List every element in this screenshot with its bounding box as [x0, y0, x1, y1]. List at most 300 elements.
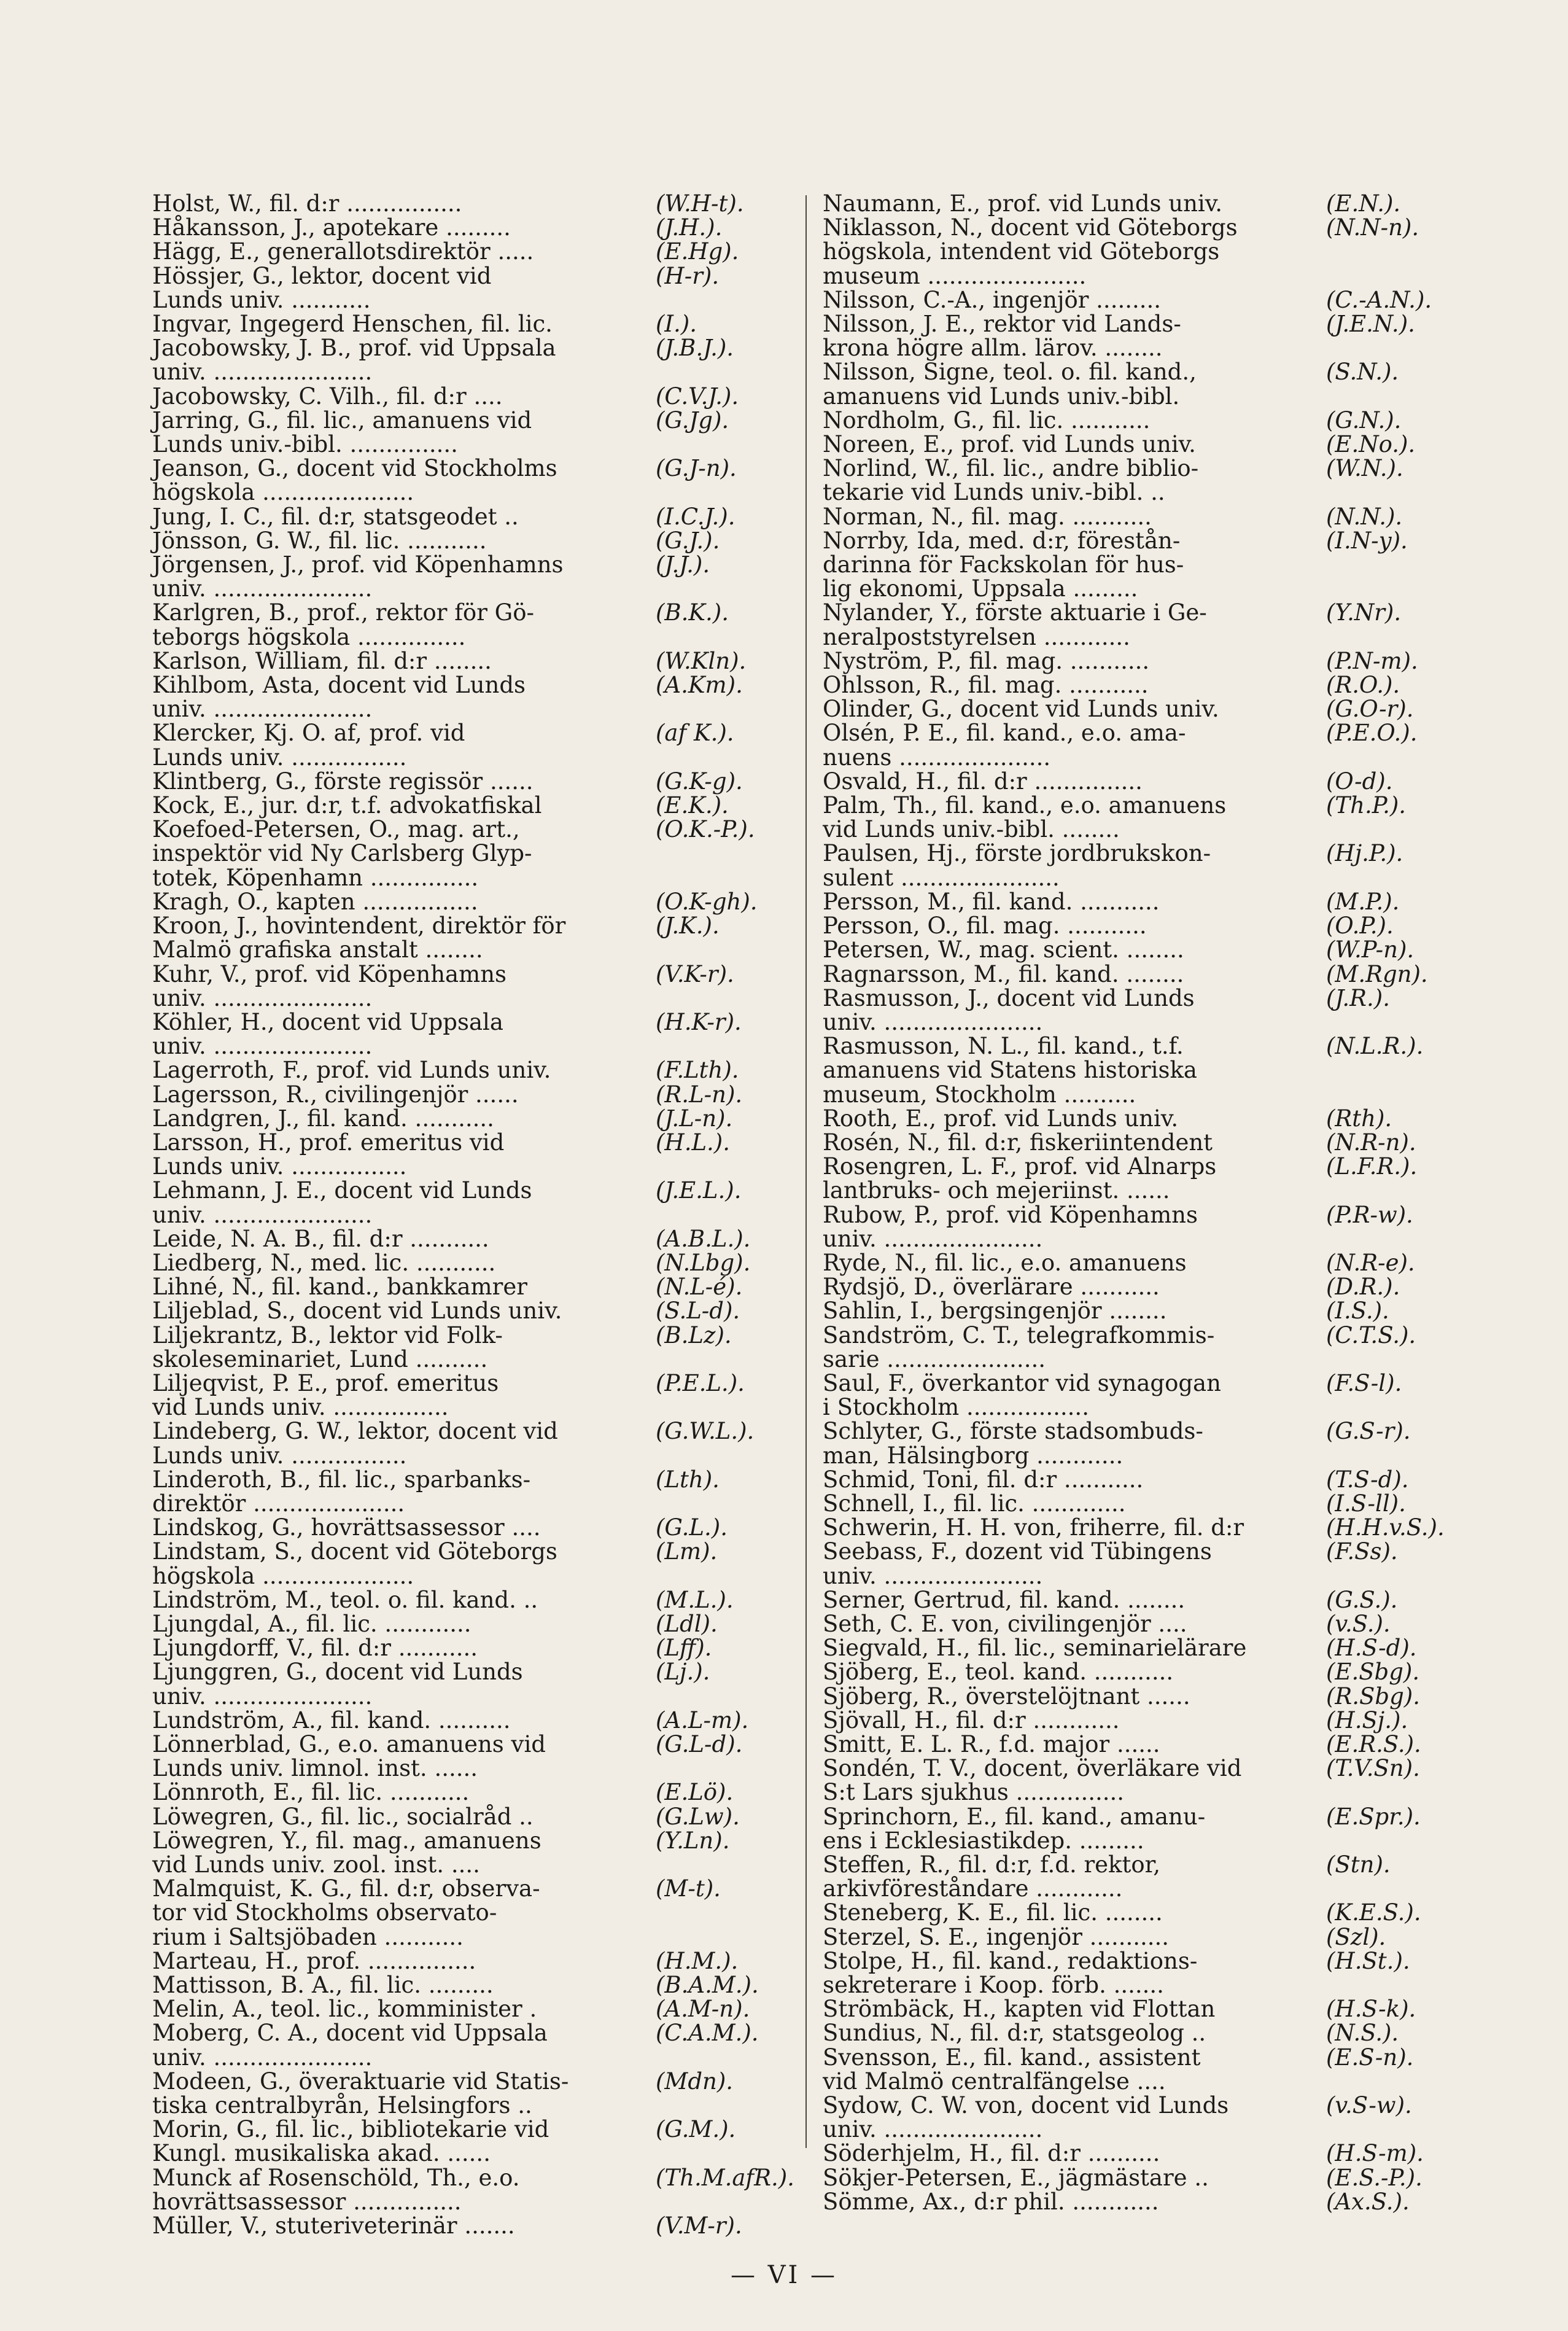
entry-line: Malmquist, K. G., fil. d:r, observa- [152, 1875, 540, 1902]
entry-text [823, 1251, 1308, 1275]
entry-text [823, 673, 1308, 697]
entry-abbreviation: (R.O.). [1326, 672, 1400, 699]
right-entry [823, 1154, 1437, 1202]
entry-abbreviation: (Lth). [656, 1466, 720, 1493]
entry-line: lantbruks- och mejeriinst. ...... [823, 1177, 1170, 1204]
entry-line: vid Lunds univ. ................ [152, 1394, 449, 1421]
entry-line: Mattisson, B. A., fil. lic. ......... [152, 1972, 494, 1999]
page-number: — VI — [730, 2261, 838, 2289]
left-entry [152, 2021, 766, 2069]
entry-line: Lunds univ. ................ [152, 744, 407, 771]
entry-line: Karlson, William, fil. d:r ........ [152, 647, 492, 674]
entry-abbreviation: (G.J-n). [656, 455, 737, 482]
entry-line: tor vid Stockholms observato- [152, 1899, 497, 1926]
entry-abbreviation: (H.L.). [656, 1129, 730, 1156]
entry-text [152, 914, 637, 962]
entry-text [152, 1251, 637, 1275]
right-entry [823, 649, 1437, 673]
entry-text [152, 1516, 637, 1539]
entry-line: Paulsen, Hj., förste jordbrukskon- [823, 840, 1211, 867]
entry-abbreviation: (G.O-r). [1326, 696, 1414, 723]
entry-text [823, 697, 1308, 721]
entry-text [823, 2093, 1308, 2141]
entry-line: Olinder, G., docent vid Lunds univ. [823, 696, 1219, 723]
entry-line: Olsén, P. E., fil. kand., e.o. ama- [823, 720, 1186, 747]
entry-line: Morin, G., fil. lic., bibliotekarie vid [152, 2116, 549, 2143]
entry-text [152, 1973, 637, 1997]
entry-text [152, 239, 637, 263]
entry-abbreviation: (C.T.S.). [1326, 1321, 1416, 1348]
entry-line: univ. ...................... [152, 984, 373, 1011]
entry-line: museum, Stockholm .......... [823, 1081, 1136, 1108]
entry-line: Norlind, W., fil. lic., andre biblio- [823, 455, 1199, 482]
entry-text [823, 432, 1308, 456]
right-entry [823, 216, 1437, 288]
entry-line: högskola ..................... [152, 479, 414, 506]
column-divider [805, 195, 807, 2148]
left-column [152, 190, 794, 2240]
entry-abbreviation: (G.S.). [1326, 1586, 1398, 1613]
entry-text [823, 2045, 1308, 2093]
entry-line: Nyström, P., fil. mag. ........... [823, 647, 1150, 674]
left-entry [152, 1732, 766, 1780]
left-entry [152, 1829, 766, 1877]
right-entry [823, 1275, 1437, 1299]
entry-line: Palm, Th., fil. kand., e.o. amanuens [823, 792, 1227, 819]
entry-text [823, 1203, 1308, 1251]
entry-line: Schlyter, G., förste stadsombuds- [823, 1418, 1203, 1445]
entry-line: Söderhjelm, H., fil. d:r .......... [823, 2140, 1160, 2167]
entry-line: Lundström, A., fil. kand. .......... [152, 1706, 511, 1734]
entry-text [152, 1468, 637, 1516]
entry-text [152, 1636, 637, 1660]
entry-abbreviation: (H.S-d). [1326, 1635, 1417, 1662]
entry-abbreviation: (T.V.Sn). [1326, 1755, 1420, 1782]
entry-abbreviation: (J.R.). [1326, 984, 1390, 1011]
entry-abbreviation: (G.K-g). [656, 768, 743, 795]
entry-line: Rosengren, L. F., prof. vid Alnarps [823, 1153, 1217, 1180]
entry-line: Jacobowsky, C. Vilh., fil. d:r .... [152, 383, 503, 410]
right-entry [823, 192, 1437, 216]
entry-line: arkivföreståndare ............ [823, 1875, 1123, 1902]
entry-abbreviation: (W.P-n). [1326, 936, 1415, 963]
entry-text [823, 2141, 1308, 2165]
entry-line: rium i Saltsjöbaden ........... [152, 1923, 464, 1950]
entry-abbreviation: (E.K.). [656, 792, 729, 819]
entry-line: Jarring, G., fil. lic., amanuens vid [152, 407, 532, 434]
entry-line: skoleseminariet, Lund .......... [152, 1345, 488, 1372]
entry-abbreviation: (J.E.N.). [1326, 311, 1415, 338]
entry-line: högskola ..................... [152, 1562, 414, 1589]
entry-text [823, 1732, 1308, 1756]
left-entry [152, 264, 766, 312]
entry-line: vid Lunds univ.-bibl. ........ [823, 816, 1120, 843]
entry-abbreviation: (E.Hg). [656, 238, 739, 265]
entry-line: univ. ...................... [152, 575, 373, 602]
entry-text [823, 1660, 1308, 1684]
entry-text [152, 601, 637, 648]
entry-line: Saul, F., överkantor vid synagogan [823, 1369, 1221, 1396]
entry-text [823, 793, 1308, 841]
entry-text [823, 192, 1308, 216]
left-entry [152, 384, 766, 408]
entry-line: direktör ..................... [152, 1490, 405, 1517]
entry-line: Jeanson, G., docent vid Stockholms [152, 455, 557, 482]
right-entry [823, 456, 1437, 504]
entry-line: Nilsson, J. E., rektor vid Lands- [823, 311, 1181, 338]
entry-text [823, 1949, 1308, 1997]
entry-line: högskola, intendent vid Göteborgs [823, 238, 1220, 265]
entry-line: Håkansson, J., apotekare ......... [152, 214, 511, 241]
entry-abbreviation: (Stn). [1326, 1851, 1391, 1878]
right-entry [823, 2045, 1437, 2093]
right-entry [823, 1203, 1437, 1251]
entry-line: Melin, A., teol. lic., komminister . [152, 1996, 537, 2023]
entry-text [152, 216, 637, 239]
left-entry [152, 1468, 766, 1516]
entry-abbreviation: (L.F.R.). [1326, 1153, 1418, 1180]
entry-abbreviation: (G.J.). [656, 527, 720, 554]
entry-text [823, 1925, 1308, 1949]
left-entry [152, 769, 766, 793]
entry-line: Sjöberg, E., teol. kand. ........... [823, 1659, 1174, 1686]
right-entry [823, 1805, 1437, 1853]
entry-line: Lindström, M., teol. o. fil. kand. .. [152, 1586, 538, 1613]
entry-text [823, 2190, 1308, 2214]
entry-line: Stolpe, H., fil. kand., redaktions- [823, 1947, 1198, 1974]
left-entry [152, 1516, 766, 1539]
entry-line: Lunds univ. limnol. inst. ...... [152, 1755, 478, 1782]
left-entry [152, 2069, 766, 2117]
entry-text [152, 1323, 637, 1371]
left-entry [152, 336, 766, 384]
entry-line: Naumann, E., prof. vid Lunds univ. [823, 190, 1223, 217]
entry-text [152, 456, 637, 504]
entry-line: teborgs högskola ............... [152, 623, 466, 650]
entry-text [152, 2214, 637, 2238]
entry-line: lig ekonomi, Uppsala ......... [823, 575, 1138, 602]
entry-line: Hägg, E., generallotsdirektör ..... [152, 238, 534, 265]
entry-line: Ljunggren, G., docent vid Lunds [152, 1659, 523, 1686]
right-entry [823, 1853, 1437, 1901]
entry-abbreviation: (H.K-r). [656, 1008, 742, 1035]
right-entry [823, 1539, 1437, 1587]
entry-abbreviation: (I.C.J.). [656, 503, 735, 530]
left-entry [152, 312, 766, 336]
entry-text [152, 1539, 637, 1587]
entry-text [823, 841, 1308, 889]
right-entry [823, 2093, 1437, 2141]
entry-line: Svensson, E., fil. kand., assistent [823, 2044, 1201, 2071]
entry-abbreviation: (G.L-d). [656, 1731, 743, 1757]
entry-abbreviation: (J.J.). [656, 551, 710, 578]
left-entry [152, 1251, 766, 1275]
left-entry [152, 817, 766, 890]
entry-line: Nylander, Y., förste aktuarie i Ge- [823, 599, 1207, 626]
left-entry [152, 1083, 766, 1107]
entry-abbreviation: (C.V.J.). [656, 383, 739, 410]
entry-text [823, 1708, 1308, 1732]
entry-line: Löwegren, Y., fil. mag., amanuens [152, 1827, 541, 1854]
left-entry [152, 1805, 766, 1829]
entry-abbreviation: (J.H.). [656, 214, 723, 241]
left-entry [152, 793, 766, 817]
right-entry [823, 360, 1437, 408]
entry-line: Sjöberg, R., överstelöjtnant ...... [823, 1683, 1190, 1710]
entry-abbreviation: (R.L-n). [656, 1081, 743, 1108]
entry-line: Nordholm, G., fil. lic. ........... [823, 407, 1151, 434]
right-entry [823, 1925, 1437, 1949]
entry-line: tiska centralbyrån, Helsingfors .. [152, 2092, 532, 2119]
entry-abbreviation: (N.R-n). [1326, 1129, 1416, 1156]
entry-abbreviation: (N.L-é). [656, 1274, 743, 1301]
entry-line: Niklasson, N., docent vid Göteborgs [823, 214, 1238, 241]
entry-text [823, 288, 1308, 312]
entry-text [152, 1997, 637, 2021]
left-entry [152, 553, 766, 601]
entry-line: sekreterare i Koop. förb. ....... [823, 1972, 1164, 1999]
entry-abbreviation: (Th.P.). [1326, 792, 1407, 819]
entry-line: Lagerroth, F., prof. vid Lunds univ. [152, 1057, 551, 1084]
entry-abbreviation: (N.N.). [1326, 503, 1403, 530]
entry-text [152, 2021, 637, 2069]
entry-abbreviation: (Rth). [1326, 1105, 1392, 1132]
entry-abbreviation: (N.N-n). [1326, 214, 1419, 241]
right-entry [823, 1612, 1437, 1636]
right-entry [823, 1468, 1437, 1492]
entry-text [152, 336, 637, 384]
entry-text [823, 529, 1308, 601]
entry-line: S:t Lars sjukhus ............... [823, 1779, 1125, 1806]
entry-line: Rasmusson, J., docent vid Lunds [823, 984, 1195, 1011]
entry-line: Lönnroth, E., fil. lic. ........... [152, 1779, 470, 1806]
entry-line: Steffen, R., fil. d:r, f.d. rektor, [823, 1851, 1160, 1878]
entry-line: Sahlin, I., bergsingenjör ........ [823, 1298, 1167, 1325]
left-entry [152, 1275, 766, 1299]
entry-line: Kragh, O., kapten ................ [152, 888, 478, 915]
entry-abbreviation: (P.E.L.). [656, 1369, 745, 1396]
left-entry [152, 1636, 766, 1660]
entry-abbreviation: (H.M.). [656, 1947, 739, 1974]
left-entry [152, 890, 766, 914]
entry-line: Löwegren, G., fil. lic., socialråd .. [152, 1803, 534, 1830]
right-entry [823, 1323, 1437, 1371]
entry-line: Norman, N., fil. mag. ........... [823, 503, 1152, 530]
entry-text [152, 1010, 637, 1058]
entry-abbreviation: (v.S-w). [1326, 2092, 1412, 2119]
left-entry [152, 505, 766, 529]
entry-text [152, 1275, 637, 1299]
entry-line: Liljekrantz, B., lektor vid Folk- [152, 1321, 503, 1348]
entry-line: univ. ...................... [152, 1683, 373, 1710]
entry-abbreviation: (M.Rgn). [1326, 960, 1428, 987]
entry-abbreviation: (A.M-n). [656, 1996, 750, 2023]
entry-text [152, 312, 637, 336]
entry-line: Jung, I. C., fil. d:r, statsgeodet .. [152, 503, 519, 530]
entry-line: amanuens vid Lunds univ.-bibl. [823, 383, 1180, 410]
entry-line: hovrättsassessor ............... [152, 2188, 462, 2215]
right-entry [823, 2190, 1437, 2214]
entry-line: Persson, M., fil. kand. ........... [823, 888, 1160, 915]
right-entry [823, 529, 1437, 601]
entry-line: Sömme, Ax., d:r phil. ............ [823, 2188, 1159, 2215]
entry-text [152, 1178, 637, 1226]
entry-abbreviation: (E.Spr.). [1326, 1803, 1421, 1830]
entry-text [823, 2166, 1308, 2190]
entry-line: Modeen, G., överaktuarie vid Statis- [152, 2068, 569, 2095]
entry-line: Müller, V., stuteriveterinär ....... [152, 2212, 515, 2240]
entry-line: univ. ...................... [823, 1225, 1043, 1252]
entry-abbreviation: (H.S-m). [1326, 2140, 1424, 2167]
left-entry [152, 2164, 794, 2215]
entry-line: Sydow, C. W. von, docent vid Lunds [823, 2092, 1229, 2119]
entry-abbreviation: (Mdn). [656, 2068, 734, 2095]
entry-line: Moberg, C. A., docent vid Uppsala [152, 2020, 548, 2047]
entry-abbreviation: (N.L.R.). [1326, 1033, 1424, 1060]
entry-abbreviation: (F.Lth). [656, 1057, 739, 1084]
left-entry [152, 1973, 766, 1997]
entry-line: univ. ...................... [152, 1033, 373, 1060]
entry-text [823, 1299, 1308, 1323]
entry-text [152, 962, 637, 1010]
entry-abbreviation: (Th.M.afR.). [656, 2164, 794, 2191]
entry-line: Kroon, J., hovintendent, direktör för [152, 913, 566, 940]
entry-text [823, 505, 1308, 529]
entry-text [823, 1853, 1308, 1901]
right-entry [823, 721, 1437, 769]
entry-text [823, 1516, 1308, 1539]
entry-abbreviation: (O.K.-P.). [656, 816, 755, 843]
entry-abbreviation: (G.L.). [656, 1514, 728, 1541]
right-entry [823, 769, 1437, 793]
entry-line: nuens ..................... [823, 744, 1051, 771]
entry-line: Liedberg, N., med. lic. ........... [152, 1249, 496, 1276]
entry-line: Rosén, N., fil. d:r, fiskeriintendent [823, 1129, 1213, 1156]
right-entry [823, 2141, 1437, 2165]
right-entry [823, 432, 1437, 456]
entry-line: univ. ...................... [152, 2044, 373, 2071]
entry-abbreviation: (A.Km). [656, 672, 743, 699]
right-entry [823, 962, 1437, 986]
entry-text [152, 1877, 637, 1949]
entry-line: Lönnerblad, G., e.o. amanuens vid [152, 1731, 546, 1757]
entry-text [152, 384, 637, 408]
entry-text [152, 793, 637, 817]
entry-line: Schmid, Toni, fil. d:r ........... [823, 1466, 1144, 1493]
entry-text [823, 1901, 1308, 1924]
entry-abbreviation: (W.H-t). [656, 190, 744, 217]
entry-line: Köhler, H., docent vid Uppsala [152, 1008, 503, 1035]
entry-line: Klercker, Kj. O. af, prof. vid [152, 720, 465, 747]
entry-abbreviation: (A.B.L.). [656, 1225, 751, 1252]
entry-abbreviation: (G.S-r). [1326, 1418, 1411, 1445]
right-entry [823, 1371, 1437, 1419]
left-entry [152, 649, 766, 673]
entry-text [823, 1275, 1308, 1299]
entry-line: Lunds univ. ................ [152, 1153, 407, 1180]
entry-line: totek, Köpenhamn ............... [152, 864, 479, 891]
entry-text [823, 962, 1308, 986]
left-entry [152, 1130, 766, 1178]
entry-line: neralpoststyrelsen ............ [823, 623, 1130, 650]
entry-line: Lunds univ. ........... [152, 286, 371, 313]
entry-abbreviation: (B.K.). [656, 599, 729, 626]
entry-abbreviation: (Hj.P.). [1326, 840, 1403, 867]
entry-line: Rydsjö, D., överlärare ........... [823, 1274, 1160, 1301]
left-entry [152, 239, 766, 263]
right-entry [823, 1588, 1437, 1612]
entry-abbreviation: (A.L-m). [656, 1706, 749, 1734]
entry-line: amanuens vid Statens historiska [823, 1057, 1197, 1084]
entry-abbreviation: (I.S-ll). [1326, 1490, 1406, 1517]
left-entry [152, 456, 766, 504]
entry-text [823, 1034, 1308, 1107]
entry-abbreviation: (J.L-n). [656, 1105, 733, 1132]
entry-text [823, 1684, 1308, 1708]
entry-line: Lindstam, S., docent vid Göteborgs [152, 1538, 557, 1565]
left-entry [152, 962, 766, 1010]
left-entry [152, 1107, 766, 1130]
entry-text [152, 1419, 637, 1467]
entry-text [152, 1612, 637, 1636]
entry-abbreviation: (H.Sj.). [1326, 1706, 1408, 1734]
entry-line: Ljungdorff, V., fil. d:r ........... [152, 1635, 478, 1662]
entry-abbreviation: (D.R.). [1326, 1274, 1400, 1301]
entry-line: Ingvar, Ingegerd Henschen, fil. lic. [152, 311, 553, 338]
entry-line: krona högre allm. lärov. ........ [823, 335, 1163, 362]
entry-abbreviation: (E.Sbg). [1326, 1659, 1420, 1686]
entry-text [152, 1780, 637, 1804]
entry-abbreviation: (J.K.). [656, 913, 720, 940]
entry-text [823, 216, 1308, 288]
entry-line: museum ...................... [823, 262, 1087, 289]
entry-line: Kungl. musikaliska akad. ...... [152, 2140, 491, 2167]
left-entry [152, 2117, 766, 2165]
right-entry [823, 2166, 1437, 2190]
entry-line: Marteau, H., prof. ............... [152, 1947, 476, 1974]
entry-abbreviation: (V.M-r). [656, 2212, 742, 2240]
entry-line: man, Hälsingborg ............ [823, 1442, 1124, 1469]
entry-line: Liljeblad, S., docent vid Lunds univ. [152, 1298, 562, 1325]
entry-abbreviation: (P.E.O.). [1326, 720, 1418, 747]
left-entry [152, 601, 766, 648]
left-entry [152, 1539, 766, 1587]
entry-abbreviation: (I.N-y). [1326, 527, 1408, 554]
left-entry [152, 1660, 766, 1708]
entry-line: inspektör vid Ny Carlsberg Glyp- [152, 840, 532, 867]
left-entry [152, 1780, 766, 1804]
left-entry [152, 1178, 766, 1226]
entry-line: ens i Ecklesiastikdep. ......... [823, 1827, 1144, 1854]
entry-text [152, 1588, 637, 1612]
entry-abbreviation: (G.Lw). [656, 1803, 740, 1830]
entry-abbreviation: (E.Lö). [656, 1779, 734, 1806]
entry-line: Jörgensen, J., prof. vid Köpenhamns [152, 551, 564, 578]
entry-text [823, 1588, 1308, 1612]
right-column [823, 190, 1445, 2215]
entry-text [823, 1539, 1308, 1587]
entry-line: Ryde, N., fil. lic., e.o. amanuens [823, 1249, 1187, 1276]
entry-line: sulent ...................... [823, 864, 1060, 891]
entry-abbreviation: (O.P.). [1326, 913, 1394, 940]
entry-line: Noreen, E., prof. vid Lunds univ. [823, 431, 1196, 458]
left-entry [152, 1010, 766, 1058]
entry-line: Lindskog, G., hovrättsassessor .... [152, 1514, 541, 1541]
entry-text [823, 721, 1308, 769]
entry-text [152, 553, 637, 601]
entry-abbreviation: (M-t). [656, 1875, 721, 1902]
entry-line: Sterzel, S. E., ingenjör ........... [823, 1923, 1170, 1950]
